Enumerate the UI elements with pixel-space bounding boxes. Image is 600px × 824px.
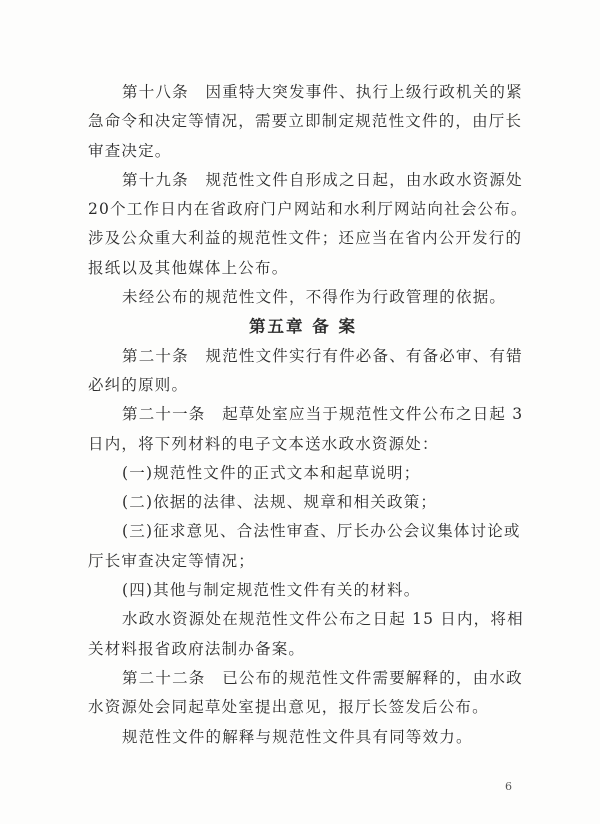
text-line: 第二十二条 已公布的规范性文件需要解释的，由水政 — [122, 668, 523, 687]
text-line: (三)征求意见、合法性审查、厅长办公会议集体讨论或 — [122, 522, 521, 541]
text-line: 规范性文件的解释与规范性文件具有同等效力。 — [122, 727, 473, 746]
text-line: 日内，将下列材料的电子文本送水政水资源处： — [88, 434, 439, 453]
text-line: 关材料报省政府法制办备案。 — [88, 639, 306, 658]
text-line: 急命令和决定等情况，需要立即制定规范性文件的，由厅长 — [88, 112, 523, 131]
text-line: 第十八条 因重特大突发事件、执行上级行政机关的紧 — [122, 83, 523, 101]
text-line: (一)规范性文件的正式文本和起草说明； — [122, 463, 421, 482]
page-number: 6 — [505, 780, 512, 793]
text-line: 未经公布的规范性文件，不得作为行政管理的依据。 — [122, 288, 507, 307]
text-line: 第二十一条 起草处室应当于规范性文件公布之日起 3 — [122, 405, 524, 424]
text-line: 第十九条 规范性文件自形成之日起，由水政水资源处 — [122, 170, 523, 189]
text-line: 第二十条 规范性文件实行有件必备、有备必审、有错 — [122, 346, 523, 365]
text-line: 涉及公众重大利益的规范性文件；还应当在省内公开发行的 — [88, 229, 523, 248]
text-line: (四)其他与制定规范性文件有关的材料。 — [122, 581, 421, 600]
text-line: 厅长审查决定等情况； — [88, 551, 256, 570]
text-line: 水政水资源处在规范性文件公布之日起 15 日内，将相 — [122, 610, 524, 629]
text-line: 20个工作日内在省政府门户网站和水利厅网站向社会公布。 — [88, 200, 528, 219]
text-line: 审查决定。 — [88, 141, 172, 160]
text-line: 必纠的原则。 — [88, 375, 189, 394]
text-line: 水资源处会同起草处室提出意见，报厅长签发后公布。 — [88, 698, 489, 717]
document-body — [88, 78, 528, 752]
text-line: 报纸以及其他媒体上公布。 — [88, 258, 289, 277]
text-line: (二)依据的法律、法规、规章和相关政策； — [122, 493, 438, 512]
chapter-heading: 第五章 备 案 — [249, 317, 357, 337]
